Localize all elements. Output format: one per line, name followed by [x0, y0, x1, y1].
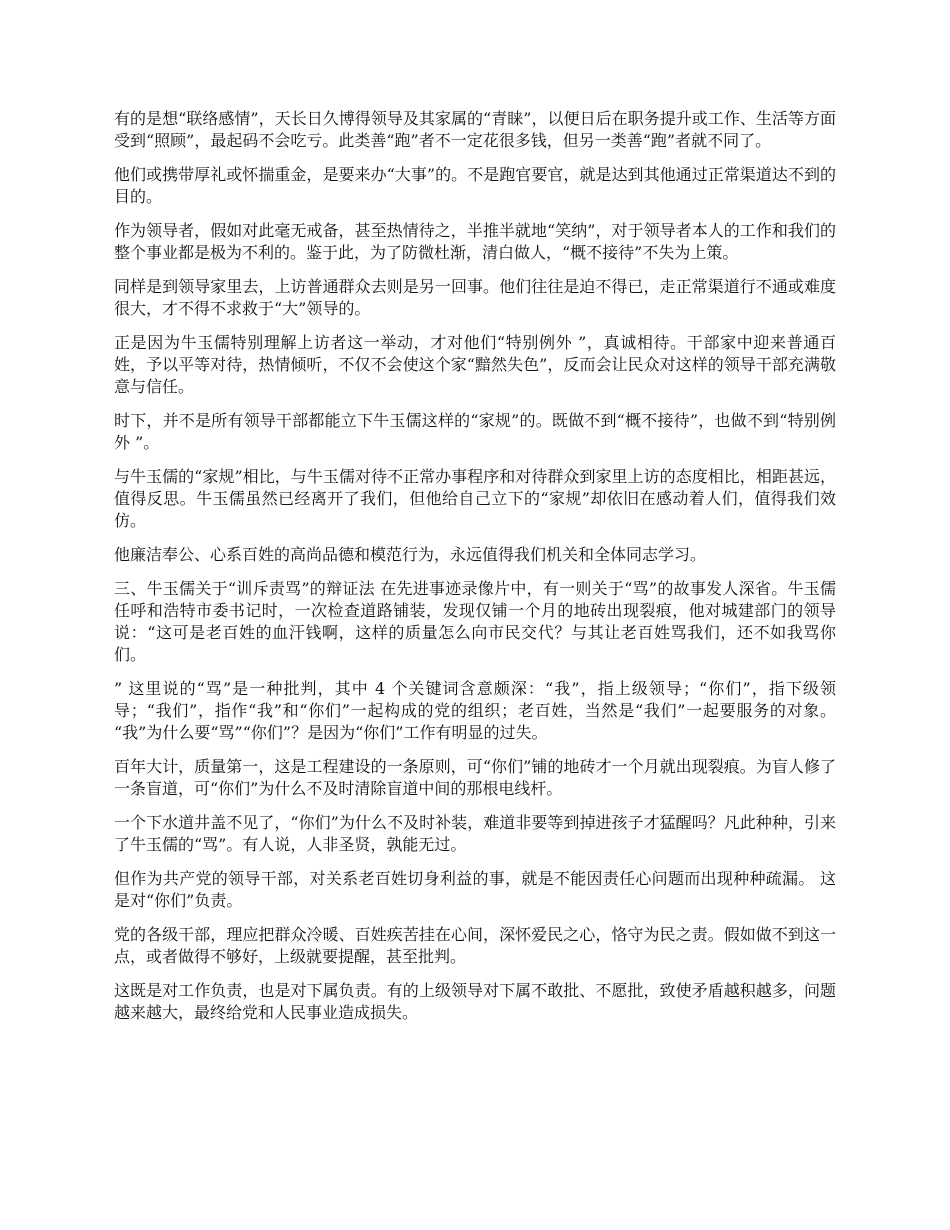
paragraph-14: 党的各级干部，理应把群众冷暖、百姓疾苦挂在心间，深怀爱民之心，恪守为民之责。假如做不到这一点，或者做得不够好，上级就要提醒，甚至批判。 [114, 925, 836, 966]
paragraph-2: 他们或携带厚礼或怀揣重金，是要来办“大事”的。不是跑官要官，就是达到其他通过正常渠道达不到的目的。 [114, 165, 836, 206]
paragraph-3: 作为领导者，假如对此毫无戒备，甚至热情待之，半推半就地“笑纳”，对于领导者本人的工作和我们的整个事业都是极为不利的。鉴于此，为了防微杜渐，清白做人，“概不接待”不失为上策。 [114, 221, 836, 262]
paragraph-12: 一个下水道井盖不见了，“你们”为什么不及时补装，难道非要等到掉进孩子才猛醒吗？凡此种种，引来了牛玉儒的“骂”。有人说，人非圣贤，孰能无过。 [114, 813, 836, 854]
paragraph-13: 但作为共产党的领导干部，对关系老百姓切身利益的事，就是不能因责任心问题而出现种种疏漏。 这是对“你们”负责。 [114, 869, 836, 910]
paragraph-6: 时下，并不是所有领导干部都能立下牛玉儒这样的“家规”的。既做不到“概不接待”，也做不到“特别例外 ”。 [114, 411, 836, 452]
paragraph-1: 有的是想“联络感情”，天长日久博得领导及其家属的“青睐”，以便日后在职务提升或工作、生活等方面受到“照顾”，最起码不会吃亏。此类善“跑”者不一定花很多钱，但另一类善“跑”者就不同了。 [114, 109, 836, 150]
paragraph-4: 同样是到领导家里去，上访普通群众去则是另一回事。他们往往是迫不得已，走正常渠道行不通或难度很大，才不得不求救于“大”领导的。 [114, 277, 836, 318]
paragraph-7: 与牛玉儒的“家规”相比，与牛玉儒对待不正常办事程序和对待群众到家里上访的态度相比，相距甚远，值得反思。牛玉儒虽然已经离开了我们，但他给自己立下的“家规”却依旧在感动着人们，值得我们效仿。 [114, 467, 836, 530]
paragraph-9: 三、牛玉儒关于“训斥责骂”的辩证法 在先进事迹录像片中，有一则关于“骂”的故事发人深省。牛玉儒任呼和浩特市委书记时，一次检查道路铺装，发现仅铺一个月的地砖出现裂痕，他对城建部门的领导说：“这可是老百姓的血汗钱啊，这样的质量怎么向市民交代？与其让老百姓骂我们，还不如我骂你们。 [114, 579, 836, 664]
paragraph-5: 正是因为牛玉儒特别理解上访者这一举动，才对他们“特别例外 ”，真诚相待。干部家中迎来普通百姓，予以平等对待，热情倾听，不仅不会使这个家“黯然失色”，反而会让民众对这样的领导干部充满敬意与信任。 [114, 333, 836, 396]
paragraph-15: 这既是对工作负责，也是对下属负责。有的上级领导对下属不敢批、不愿批，致使矛盾越积越多，问题越来越大，最终给党和人民事业造成损失。 [114, 981, 836, 1022]
paragraph-10: ” 这里说的“骂”是一种批判，其中 4 个关键词含意颇深：“我”，指上级领导；“你们”，指下级领导；“我们”，指作“我”和“你们”一起构成的党的组织；老百姓，当然是“我们”一起要服务的对象。 “我”为什么要“骂”“你们”？是因为“你们”工作有明显的过失。 [114, 679, 836, 742]
paragraph-8: 他廉洁奉公、心系百姓的高尚品德和模范行为，永远值得我们机关和全体同志学习。 [114, 545, 707, 564]
document-body [114, 108, 836, 1036]
paragraph-11: 百年大计，质量第一，这是工程建设的一条原则，可“你们”铺的地砖才一个月就出现裂痕。为盲人修了一条盲道，可“你们”为什么不及时清除盲道中间的那根电线杆。 [114, 757, 836, 798]
